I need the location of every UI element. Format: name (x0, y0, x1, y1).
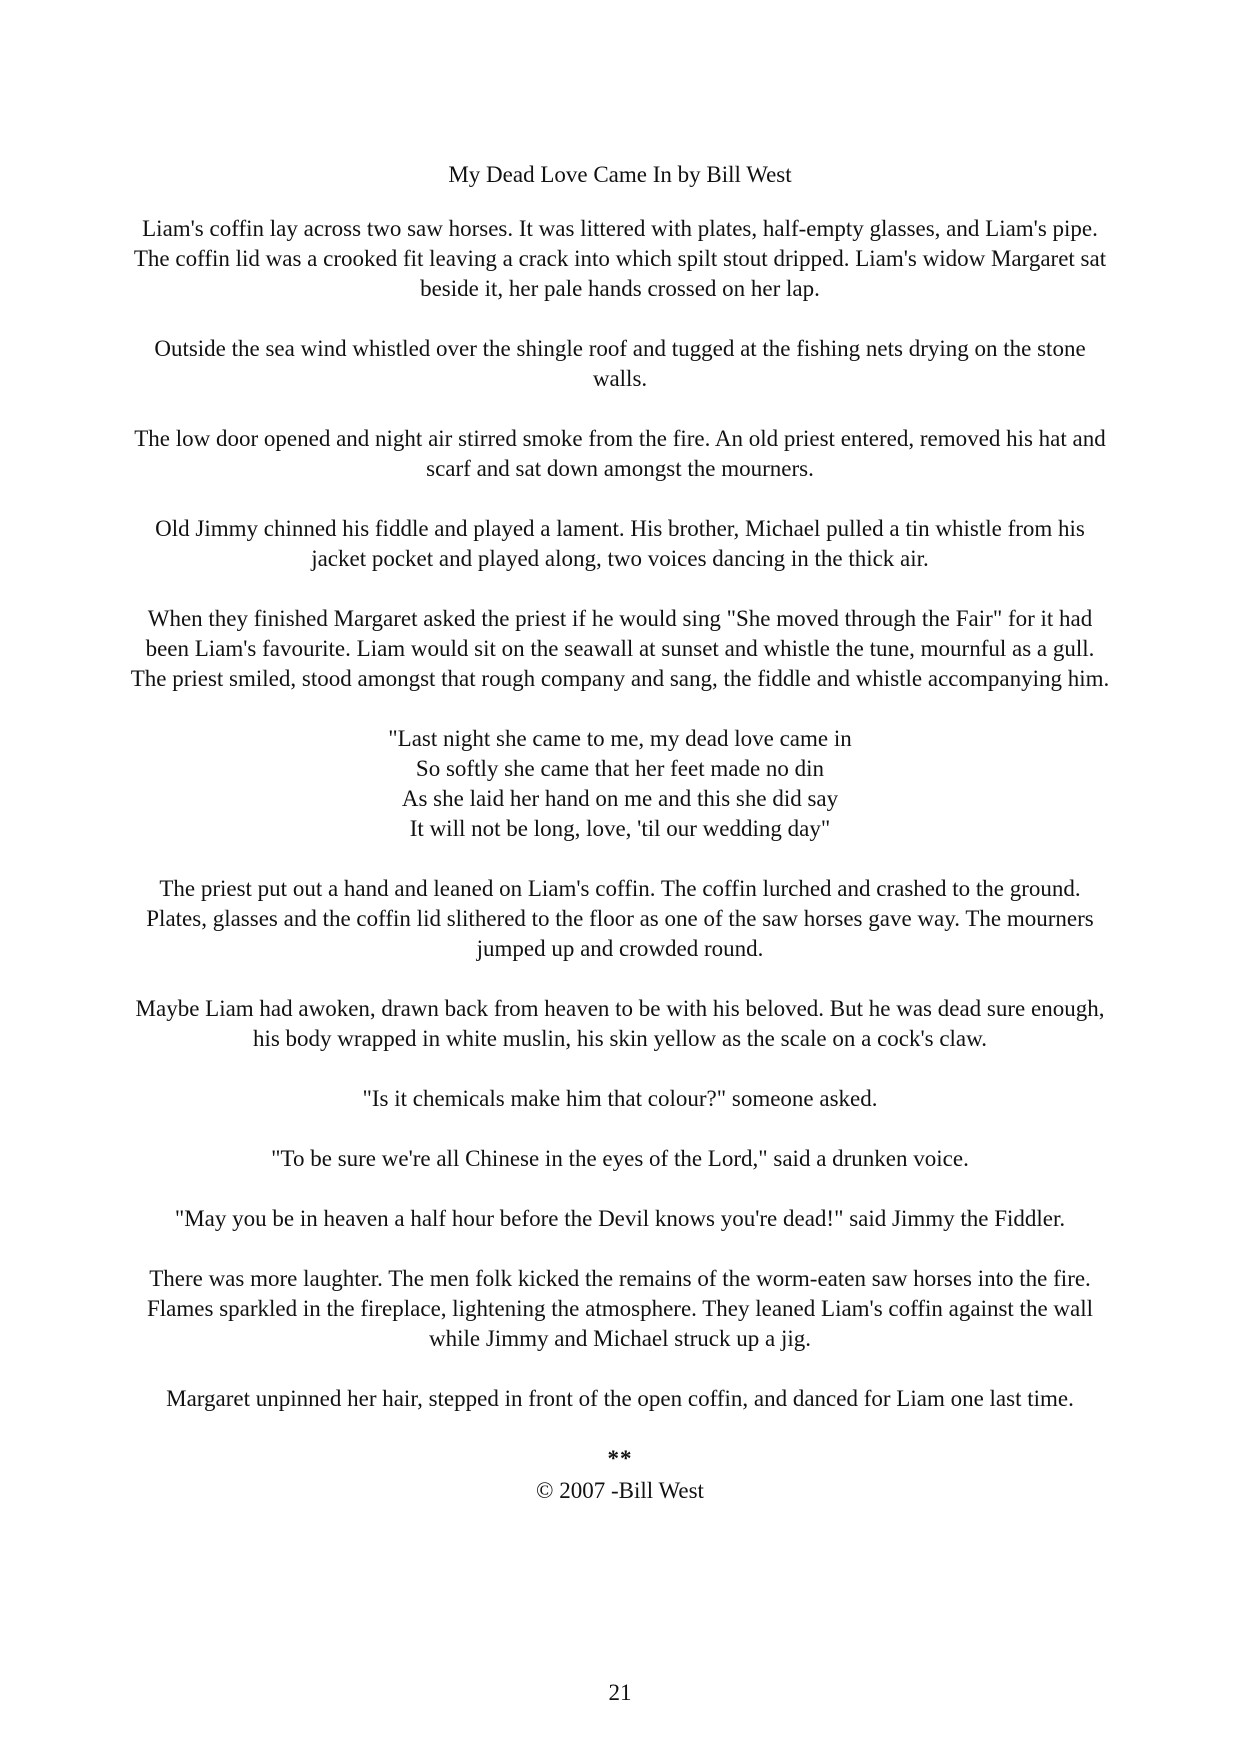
document-page (130, 160, 1110, 1506)
paragraph-fiddle-lament: Old Jimmy chinned his fiddle and played a lament. His brother, Michael pulled a tin whistle from his jacket pocket and played along, two voices dancing in the thick air. (155, 516, 1085, 571)
paragraph-priest-enters: The low door opened and night air stirred smoke from the fire. An old priest entered, removed his hat and scarf and sat down amongst the mourners. (134, 426, 1106, 481)
verse-line: So softly she came that her feet made no din (415, 756, 825, 781)
paragraph-coffin-falls: The priest put out a hand and leaned on Liam's coffin. The coffin lurched and crashed to the ground. Plates, glasses and the coffin lid slithered to the floor as one of the saw horses gave way. The mourners jumped up and crowded round. (146, 876, 1094, 961)
song-verse (130, 724, 1110, 844)
section-separator: ** (607, 1446, 633, 1471)
paragraph-laughter-jig: There was more laughter. The men folk kicked the remains of the worm-eaten saw horses into the fire. Flames sparkled in the fireplace, lightening the atmosphere. They leaned Liam's coffin against the wall while Jimmy and Michael struck up a jig. (147, 1266, 1093, 1351)
verse-line: "Last night she came to me, my dead love came in (388, 726, 852, 751)
paragraph-jimmy-toast: "May you be in heaven a half hour before the Devil knows you're dead!" said Jimmy the Fiddler. (174, 1206, 1066, 1231)
paragraph-margaret-dances: Margaret unpinned her hair, stepped in front of the open coffin, and danced for Liam one last time. (166, 1386, 1074, 1411)
page-number: 21 (608, 1680, 632, 1705)
verse-line: It will not be long, love, 'til our wedding day" (409, 816, 831, 841)
copyright-notice: © 2007 -Bill West (536, 1478, 704, 1503)
paragraph-song-request: When they finished Margaret asked the priest if he would sing "She moved through the Fair" for it had been Liam's favourite. Liam would sit on the seawall at sunset and whistle the tune, mournful as a gull. The priest smiled, stood amongst that rough company and sang, the fiddle and whistle accompanying him. (130, 606, 1110, 691)
story-title: My Dead Love Came In by Bill West (448, 162, 792, 187)
paragraph-sea-wind: Outside the sea wind whistled over the shingle roof and tugged at the fishing nets drying on the stone walls. (154, 336, 1086, 391)
paragraph-coffin: Liam's coffin lay across two saw horses. It was littered with plates, half-empty glasses, and Liam's pipe. The coffin lid was a crooked fit leaving a crack into which spilt stout dripped. Liam's widow Margaret sat beside it, her pale hands crossed on her lap. (133, 216, 1107, 301)
verse-line: As she laid her hand on me and this she did say (401, 786, 839, 811)
paragraph-liam-dead: Maybe Liam had awoken, drawn back from heaven to be with his beloved. But he was dead sure enough, his body wrapped in white muslin, his skin yellow as the scale on a cock's claw. (135, 996, 1105, 1051)
paragraph-drunken-voice: "To be sure we're all Chinese in the eyes of the Lord," said a drunken voice. (271, 1146, 969, 1171)
paragraph-chemicals-question: "Is it chemicals make him that colour?" someone asked. (362, 1086, 878, 1111)
